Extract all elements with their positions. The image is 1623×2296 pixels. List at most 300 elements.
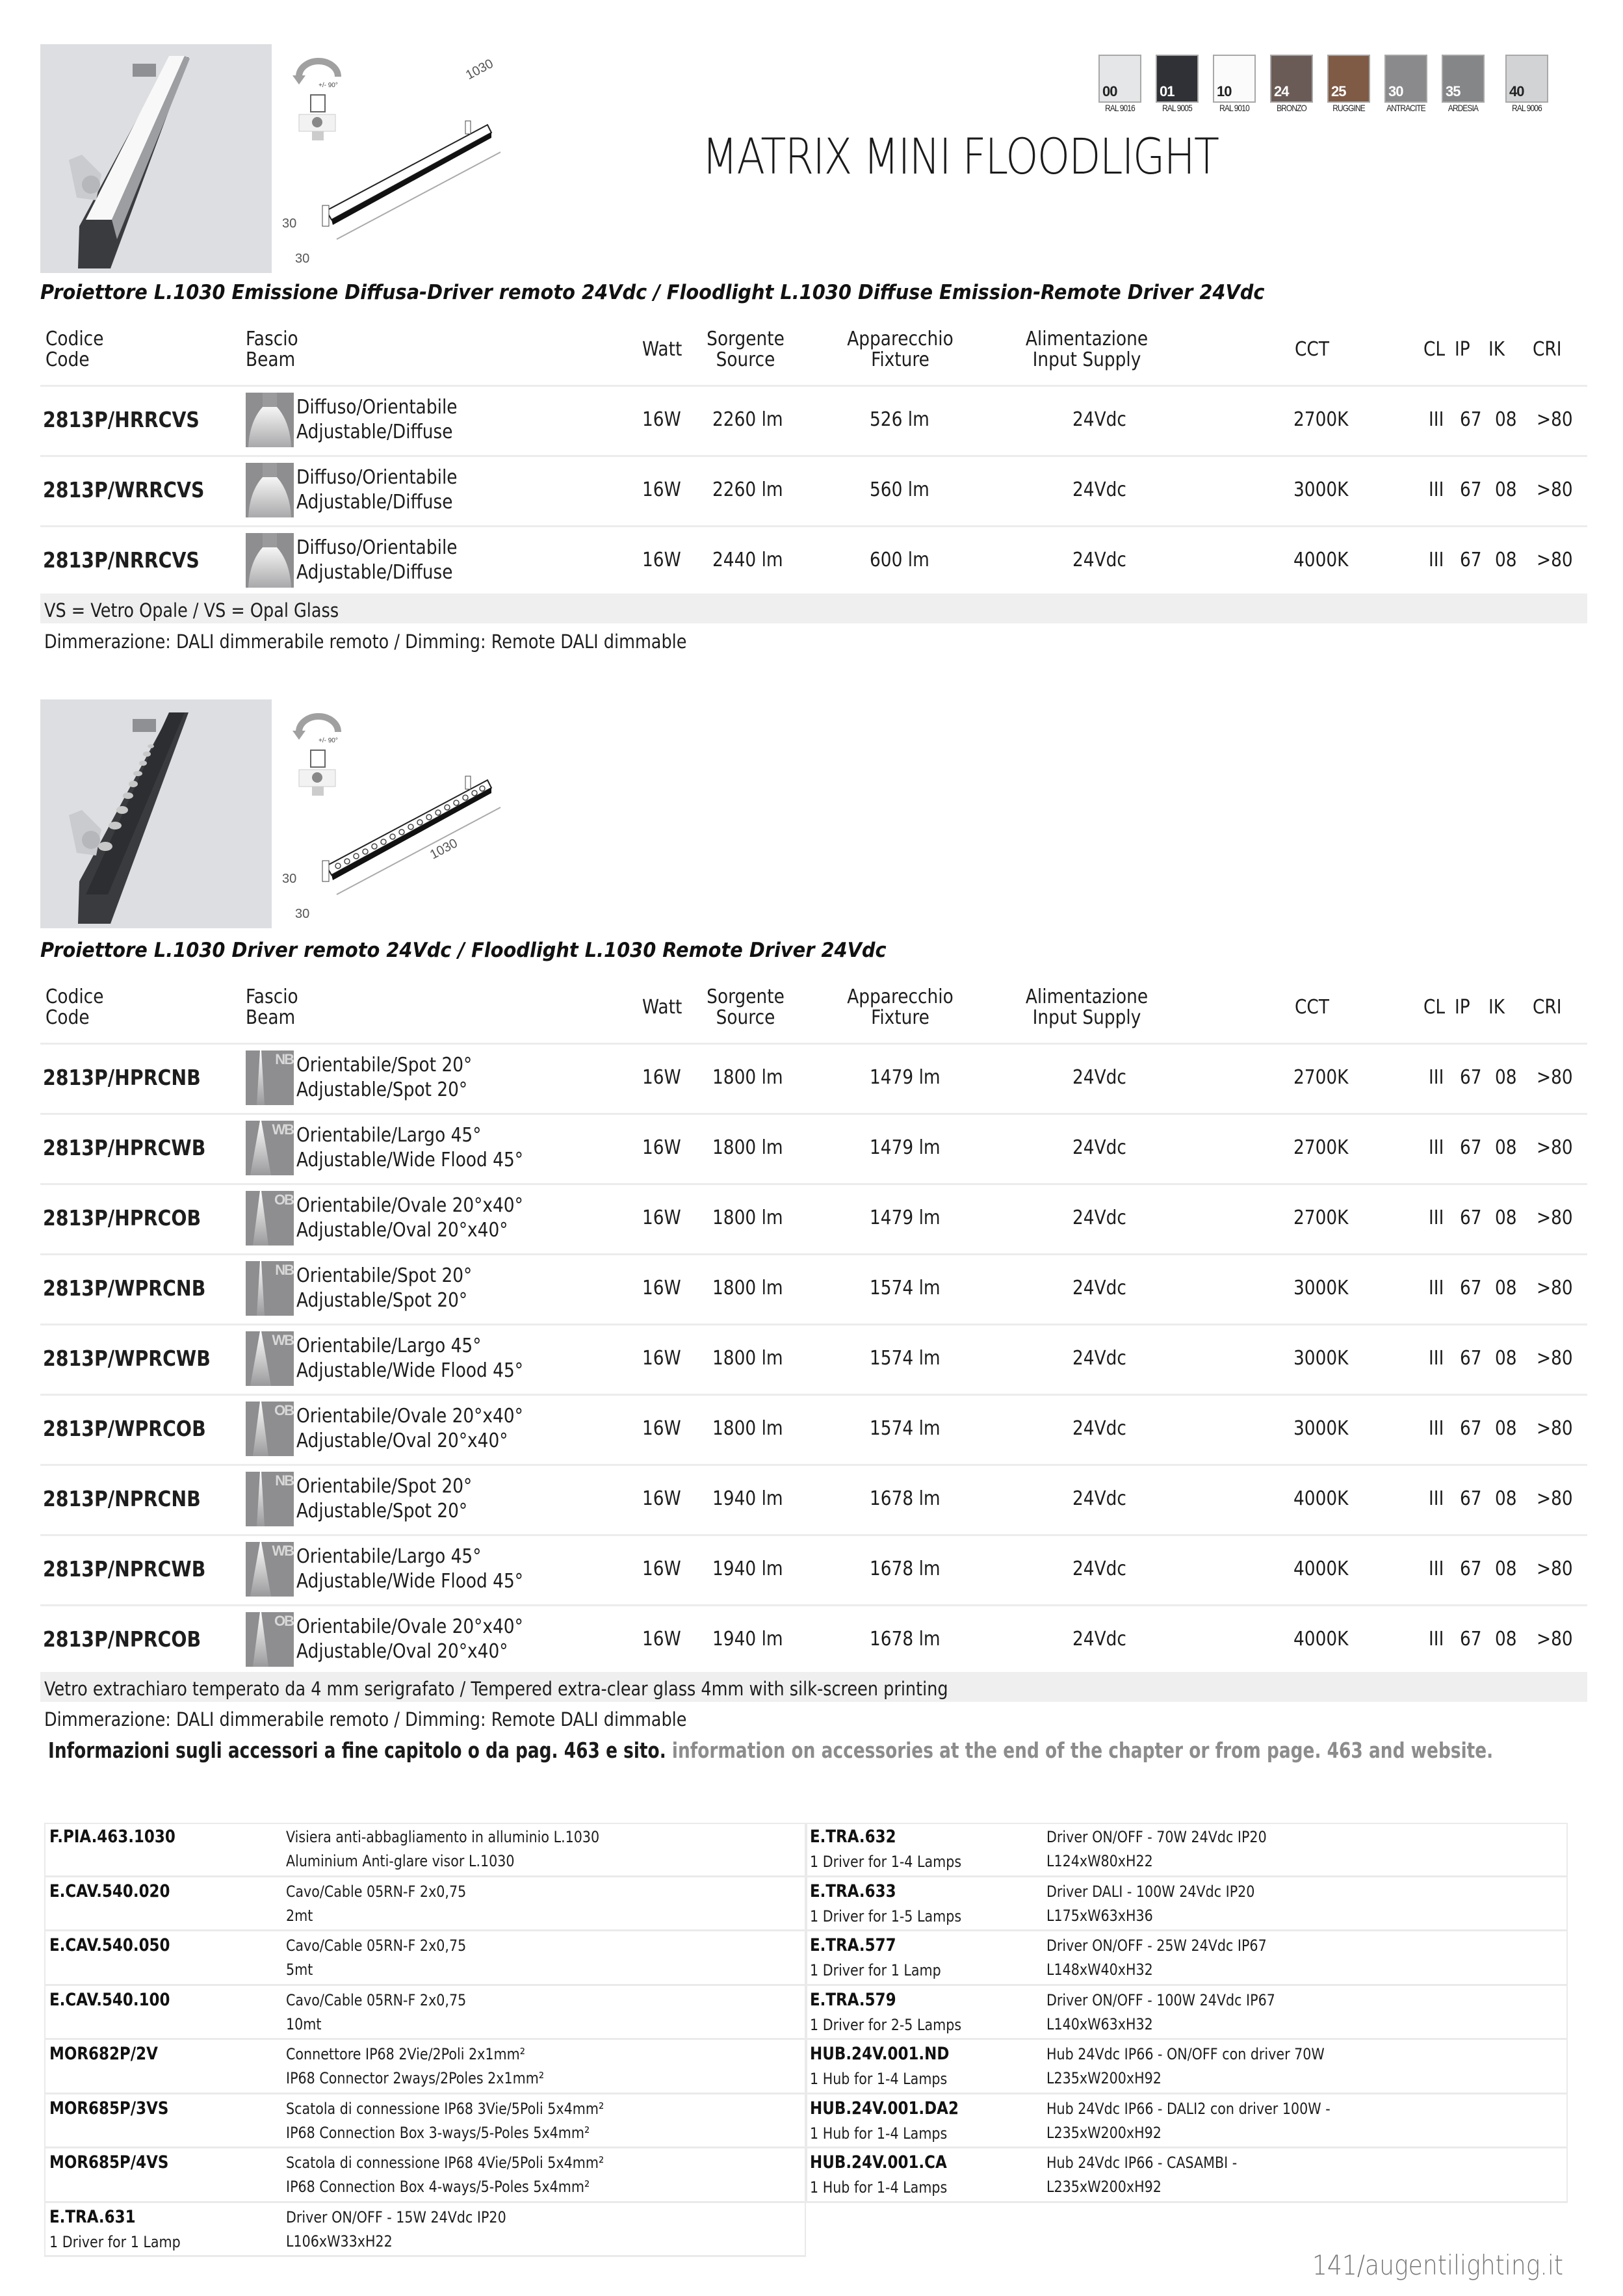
column-header-ik: IK: [1488, 996, 1505, 1019]
finish-name: RAL 9016: [1105, 103, 1135, 113]
cell-cct: 4000K: [1293, 1558, 1349, 1580]
column-header-beam: [246, 987, 298, 1028]
cell-supply: 24Vdc: [1072, 549, 1126, 571]
column-header-cri: CRI: [1533, 338, 1562, 361]
cell-source: 2440 lm: [712, 549, 783, 571]
cell-watt: 16W: [642, 1417, 681, 1440]
cell-cl: III: [1429, 1277, 1444, 1299]
cell-ik: 08: [1495, 1347, 1517, 1370]
column-header-source: [697, 987, 794, 1028]
beam-type-tag: OB: [274, 1613, 293, 1629]
finish-name: RUGGINE: [1332, 103, 1365, 113]
width-label: 30: [295, 252, 310, 266]
cell-cl: III: [1429, 1066, 1444, 1089]
finish-code: 10: [1217, 83, 1232, 99]
accessory-subtitle: 1 Driver for 1 Lamp: [49, 2232, 181, 2251]
column-header-source-it: Sorgente: [707, 328, 785, 350]
cell-code: 2813P/HPRCNB: [43, 1065, 201, 1090]
cell-supply: 24Vdc: [1072, 1136, 1126, 1159]
finish-swatch: [1270, 55, 1313, 103]
rotation-label: +/- 90°: [318, 82, 338, 89]
cell-ip: 67: [1460, 1277, 1482, 1299]
rotation-arrow-icon: [292, 61, 338, 85]
cell-cri: >80: [1537, 1136, 1573, 1159]
cell-beam: [296, 1404, 523, 1454]
column-header-supply: [1018, 987, 1155, 1028]
column-header-source-en: Source: [716, 1006, 775, 1029]
section-title-spot: Proiettore L.1030 Driver remoto 24Vdc / Floodlight L.1030 Remote Driver 24Vdc: [40, 939, 887, 962]
beam-en: Adjustable/Wide Flood 45°: [296, 1570, 523, 1593]
accessory-description: [1046, 1934, 1267, 1982]
beam-pattern-icon: [246, 463, 294, 517]
accessory-desc-line1: Cavo/Cable 05RN-F 2x0,75: [286, 1990, 467, 2009]
section-title-diffuse: Proiettore L.1030 Emissione Diffusa-Driver remoto 24Vdc / Floodlight L.1030 Diffuse Emission-Remote Driver 24Vdc: [40, 281, 1265, 304]
column-header-source-it: Sorgente: [707, 985, 785, 1008]
dimension-diagram-spot: [273, 699, 533, 928]
cell-fixture: 1479 lm: [870, 1136, 941, 1159]
accessory-desc-line1: Driver ON/OFF - 100W 24Vdc IP67: [1046, 1990, 1275, 2009]
note-glass: Vetro extrachiaro temperato da 4 mm serigrafato / Tempered extra-clear glass 4mm with silk-screen printing: [44, 1678, 948, 1700]
accessory-desc-line1: Cavo/Cable 05RN-F 2x0,75: [286, 1937, 467, 1955]
length-label: 1030: [463, 56, 496, 83]
accessory-desc-line1: Connettore IP68 2Vie/2Poli 2x1mm²: [286, 2045, 526, 2063]
product-photo-spot: [40, 699, 272, 928]
beam-pattern-icon: [246, 1191, 294, 1246]
cell-fixture: 600 lm: [870, 549, 929, 571]
finish-code: 24: [1274, 83, 1289, 99]
note-dimming: Dimmerazione: DALI dimmerabile remoto / Dimming: Remote DALI dimmable: [44, 1708, 687, 1730]
cell-code: 2813P/NPRCWB: [43, 1556, 206, 1582]
beam-pattern-icon: [246, 1121, 294, 1175]
accessory-description: [286, 1989, 466, 2037]
finish-swatch: [1098, 55, 1141, 103]
cell-cl: III: [1429, 1347, 1444, 1370]
accessory-code: E.CAV.540.020: [49, 1881, 170, 1901]
cell-cl: III: [1429, 1558, 1444, 1580]
accessory-desc-line2: L235xW200xH92: [1046, 2123, 1162, 2142]
cell-cct: 3000K: [1293, 1417, 1349, 1440]
accessory-description: [286, 1934, 466, 1982]
accessory-code: MOR685P/4VS: [49, 2152, 169, 2172]
beam-type-tag: WB: [272, 1121, 293, 1138]
beam-it: Diffuso/Orientabile: [296, 536, 458, 559]
accessory-code: MOR682P/2V: [49, 2044, 158, 2064]
finish-code: 25: [1331, 83, 1346, 99]
cell-supply: 24Vdc: [1072, 1277, 1126, 1299]
beam-it: Orientabile/Spot 20°: [296, 1264, 473, 1287]
cell-source: 1800 lm: [712, 1066, 783, 1089]
cell-source: 1940 lm: [712, 1558, 783, 1580]
cell-cri: >80: [1537, 1066, 1573, 1089]
accessory-code: HUB.24V.001.ND: [810, 2044, 950, 2064]
cell-source: 2260 lm: [712, 408, 783, 431]
beam-en: Adjustable/Spot 20°: [296, 1289, 468, 1312]
column-header-cct: CCT: [1295, 996, 1330, 1019]
cell-cl: III: [1429, 549, 1444, 571]
accessory-desc-line2: Aluminium Anti-glare visor L.1030: [286, 1852, 515, 1870]
cell-ip: 67: [1460, 1136, 1482, 1159]
cell-code: 2813P/WPRCWB: [43, 1346, 211, 1371]
accessory-desc-line1: Scatola di connessione IP68 3Vie/5Poli 5x4mm²: [286, 2099, 604, 2118]
cell-fixture: 1479 lm: [870, 1207, 941, 1229]
accessory-desc-line2: 5mt: [286, 1961, 313, 1979]
beam-en: Adjustable/Wide Flood 45°: [296, 1149, 523, 1171]
accessory-desc-line1: Driver ON/OFF - 15W 24Vdc IP20: [286, 2208, 506, 2226]
cell-supply: 24Vdc: [1072, 1066, 1126, 1089]
cell-watt: 16W: [642, 1628, 681, 1650]
column-header-supply-it: Alimentazione: [1025, 328, 1149, 350]
column-header-beam-en: Beam: [246, 1006, 296, 1029]
cell-beam: [296, 465, 458, 515]
cell-cl: III: [1429, 478, 1444, 501]
accessory-desc-line1: Scatola di connessione IP68 4Vie/5Poli 5x4mm²: [286, 2154, 604, 2172]
finish-code: 00: [1102, 83, 1117, 99]
cell-watt: 16W: [642, 1277, 681, 1299]
beam-it: Orientabile/Spot 20°: [296, 1054, 473, 1076]
accessory-desc-line1: Hub 24Vdc IP66 - ON/OFF con driver 70W: [1046, 2045, 1325, 2063]
cell-cri: >80: [1537, 1347, 1573, 1370]
finish-swatch: [1384, 55, 1427, 103]
cell-code: 2813P/HRRCVS: [43, 407, 200, 432]
finish-name: ARDESIA: [1448, 103, 1479, 113]
beam-type-tag: NB: [275, 1472, 293, 1489]
cell-cl: III: [1429, 1487, 1444, 1510]
accessory-description: [1046, 2151, 1237, 2199]
beam-en: Adjustable/Wide Flood 45°: [296, 1359, 523, 1382]
accessory-code: E.TRA.631: [49, 2206, 136, 2227]
floodlight-spot-illustration: [40, 699, 272, 928]
cell-cri: >80: [1537, 1628, 1573, 1650]
finish-code: 30: [1388, 83, 1403, 99]
accessory-code: E.TRA.633: [810, 1881, 896, 1901]
cell-source: 1800 lm: [712, 1207, 783, 1229]
cell-cct: 3000K: [1293, 1277, 1349, 1299]
cell-beam: [296, 1264, 472, 1313]
column-header-code: [45, 987, 103, 1028]
cell-cri: >80: [1537, 1487, 1573, 1510]
note-dimming: Dimmerazione: DALI dimmerabile remoto / Dimming: Remote DALI dimmable: [44, 631, 687, 653]
cell-cct: 3000K: [1293, 478, 1349, 501]
column-header-code-en: Code: [45, 348, 90, 371]
column-header-ip: IP: [1455, 996, 1470, 1019]
cell-code: 2813P/WPRCNB: [43, 1275, 206, 1301]
fixture-outline-icon: [322, 776, 500, 894]
finish-name: RAL 9005: [1162, 103, 1192, 113]
accessories-heading-it: Informazioni sugli accessori a fine capitolo o da pag. 463 e sito.: [48, 1738, 666, 1763]
cell-ip: 67: [1460, 1347, 1482, 1370]
floodlight-diffuse-illustration: [40, 44, 272, 273]
cell-source: 1800 lm: [712, 1347, 783, 1370]
finish-name: ANTRACITE: [1386, 103, 1425, 113]
finish-name: RAL 9006: [1512, 103, 1542, 113]
cell-beam: [296, 1053, 472, 1102]
cell-cl: III: [1429, 1417, 1444, 1440]
cell-fixture: 526 lm: [870, 408, 929, 431]
cell-ik: 08: [1495, 1487, 1517, 1510]
cell-ip: 67: [1460, 408, 1482, 431]
beam-en: Adjustable/Oval 20°x40°: [296, 1640, 508, 1663]
cell-ip: 67: [1460, 1628, 1482, 1650]
column-header-source-en: Source: [716, 348, 775, 371]
accessory-subtitle: 1 Driver for 2-5 Lamps: [810, 2015, 962, 2034]
column-header-fixture-it: Apparecchio: [847, 328, 954, 350]
beam-it: Orientabile/Largo 45°: [296, 1335, 482, 1357]
cell-source: 1800 lm: [712, 1136, 783, 1159]
cell-cri: >80: [1537, 478, 1573, 501]
column-header-supply-en: Input Supply: [1032, 1006, 1141, 1029]
cell-cct: 2700K: [1293, 1207, 1349, 1229]
cell-watt: 16W: [642, 1487, 681, 1510]
cell-ip: 67: [1460, 1558, 1482, 1580]
accessory-subtitle: 1 Hub for 1-4 Lamps: [810, 2070, 948, 2088]
fixture-outline-icon: [322, 121, 500, 239]
cell-source: 1940 lm: [712, 1487, 783, 1510]
beam-en: Adjustable/Diffuse: [296, 421, 453, 443]
column-header-cl: CL: [1423, 338, 1446, 361]
cell-beam: [296, 1615, 523, 1664]
product-photo-diffuse: [40, 44, 272, 273]
cell-supply: 24Vdc: [1072, 408, 1126, 431]
column-header-supply-en: Input Supply: [1032, 348, 1141, 371]
cell-source: 1800 lm: [712, 1417, 783, 1440]
beam-it: Diffuso/Orientabile: [296, 466, 458, 489]
finish-code: 01: [1160, 83, 1175, 99]
height-label: 30: [282, 216, 297, 231]
cell-ip: 67: [1460, 478, 1482, 501]
accessory-desc-line2: 2mt: [286, 1906, 313, 1925]
accessory-code: MOR685P/3VS: [49, 2098, 169, 2119]
finish-code: 40: [1509, 83, 1524, 99]
page-footer: 141/augentilighting.it: [1312, 2249, 1563, 2281]
column-header-code-it: Codice: [45, 985, 104, 1008]
length-label: 1030: [428, 836, 460, 863]
beam-type-tag: WB: [272, 1332, 293, 1348]
cell-cct: 2700K: [1293, 408, 1349, 431]
accessory-code: HUB.24V.001.DA2: [810, 2098, 959, 2119]
dimension-diagram-diffuse: [273, 44, 533, 273]
finish-swatch: [1505, 55, 1548, 103]
beam-type-tag: NB: [275, 1262, 293, 1278]
finish-name: RAL 9010: [1219, 103, 1249, 113]
column-header-beam-it: Fascio: [246, 328, 298, 350]
beam-it: Orientabile/Ovale 20°x40°: [296, 1615, 523, 1638]
accessory-desc-line1: Driver DALI - 100W 24Vdc IP20: [1046, 1882, 1255, 1901]
column-header-source: [697, 329, 794, 371]
beam-type-tag: OB: [274, 1192, 293, 1208]
accessory-desc-line1: Cavo/Cable 05RN-F 2x0,75: [286, 1882, 467, 1901]
note-glass: VS = Vetro Opale / VS = Opal Glass: [44, 599, 339, 621]
column-header-fixture-en: Fixture: [871, 348, 929, 371]
cell-ip: 67: [1460, 1066, 1482, 1089]
cell-beam: [296, 1474, 472, 1524]
cell-code: 2813P/HPRCOB: [43, 1205, 201, 1231]
cell-ik: 08: [1495, 549, 1517, 571]
cell-watt: 16W: [642, 549, 681, 571]
beam-pattern-icon: [246, 1331, 294, 1386]
cell-ip: 67: [1460, 1487, 1482, 1510]
accessory-description: [286, 1880, 466, 1928]
cell-cri: >80: [1537, 549, 1573, 571]
cell-cct: 2700K: [1293, 1066, 1349, 1089]
accessory-code: E.TRA.579: [810, 1989, 896, 2010]
cell-fixture: 1574 lm: [870, 1277, 941, 1299]
cell-code: 2813P/WPRCOB: [43, 1416, 206, 1441]
cell-cct: 4000K: [1293, 1487, 1349, 1510]
finish-code: 35: [1446, 83, 1461, 99]
accessory-description: [1046, 1825, 1267, 1873]
cell-supply: 24Vdc: [1072, 1487, 1126, 1510]
cell-beam: [296, 1334, 523, 1383]
column-header-fixture-en: Fixture: [871, 1006, 929, 1029]
cell-source: 1800 lm: [712, 1277, 783, 1299]
beam-it: Orientabile/Largo 45°: [296, 1545, 482, 1568]
cell-beam: [296, 536, 458, 585]
cell-fixture: 1479 lm: [870, 1066, 941, 1089]
beam-en: Adjustable/Oval 20°x40°: [296, 1429, 508, 1452]
rotation-label: +/- 90°: [318, 737, 338, 744]
column-header-supply: [1018, 329, 1155, 371]
cell-fixture: 1574 lm: [870, 1417, 941, 1440]
cell-ik: 08: [1495, 1066, 1517, 1089]
cell-ik: 08: [1495, 1207, 1517, 1229]
column-header-ik: IK: [1488, 338, 1505, 361]
cell-fixture: 1574 lm: [870, 1347, 941, 1370]
accessory-code: E.TRA.577: [810, 1935, 896, 1955]
cell-source: 1940 lm: [712, 1628, 783, 1650]
bracket-detail-icon: [299, 95, 335, 140]
beam-type-tag: WB: [272, 1543, 293, 1559]
accessory-desc-line2: IP68 Connection Box 4-ways/5-Poles 5x4mm²: [286, 2178, 590, 2196]
cell-ip: 67: [1460, 1207, 1482, 1229]
cell-ik: 08: [1495, 1417, 1517, 1440]
cell-watt: 16W: [642, 1066, 681, 1089]
cell-cct: 3000K: [1293, 1347, 1349, 1370]
column-header-beam: [246, 329, 298, 371]
accessory-desc-line2: L106xW33xH22: [286, 2232, 393, 2250]
accessory-desc-line1: Visiera anti-abbagliamento in alluminio L.1030: [286, 1828, 600, 1846]
finish-name: BRONZO: [1277, 103, 1306, 113]
beam-pattern-icon: [246, 1050, 294, 1105]
accessory-description: [1046, 1989, 1275, 2037]
column-header-cri: CRI: [1533, 996, 1562, 1019]
cell-supply: 24Vdc: [1072, 1628, 1126, 1650]
column-header-code-en: Code: [45, 1006, 90, 1029]
accessory-desc-line2: L140xW63xH32: [1046, 2015, 1153, 2033]
beam-it: Orientabile/Spot 20°: [296, 1475, 473, 1498]
cell-supply: 24Vdc: [1072, 1207, 1126, 1229]
accessory-subtitle: 1 Driver for 1-4 Lamps: [810, 1853, 962, 1871]
beam-it: Orientabile/Ovale 20°x40°: [296, 1194, 523, 1217]
accessory-description: [1046, 1880, 1254, 1928]
accessory-desc-line1: Hub 24Vdc IP66 - DALI2 con driver 100W -: [1046, 2099, 1331, 2118]
column-header-fixture-it: Apparecchio: [847, 985, 954, 1008]
cell-watt: 16W: [642, 1136, 681, 1159]
accessory-desc-line2: L124xW80xH22: [1046, 1852, 1153, 1870]
column-header-watt: Watt: [642, 338, 682, 361]
accessory-desc-line1: Driver ON/OFF - 70W 24Vdc IP20: [1046, 1828, 1267, 1846]
cell-beam: [296, 395, 458, 445]
cell-cl: III: [1429, 1136, 1444, 1159]
bracket-detail-icon: [299, 750, 335, 796]
rotation-arrow-icon: [292, 716, 338, 740]
column-header-fixture: [840, 329, 961, 371]
cell-ip: 67: [1460, 549, 1482, 571]
beam-pattern-icon: [246, 393, 294, 447]
cell-watt: 16W: [642, 1347, 681, 1370]
beam-en: Adjustable/Spot 20°: [296, 1078, 468, 1101]
cell-ik: 08: [1495, 408, 1517, 431]
cell-cct: 4000K: [1293, 1628, 1349, 1650]
cell-supply: 24Vdc: [1072, 1417, 1126, 1440]
accessory-description: [286, 2206, 506, 2254]
beam-it: Orientabile/Ovale 20°x40°: [296, 1405, 523, 1428]
cell-source: 2260 lm: [712, 478, 783, 501]
accessories-heading: [48, 1738, 1493, 1763]
beam-en: Adjustable/Diffuse: [296, 491, 453, 514]
cell-cri: >80: [1537, 1417, 1573, 1440]
accessory-code: E.CAV.540.050: [49, 1935, 170, 1955]
accessory-desc-line1: Driver ON/OFF - 25W 24Vdc IP67: [1046, 1937, 1267, 1955]
column-header-fixture: [840, 987, 961, 1028]
accessory-desc-line2: IP68 Connector 2ways/2Poles 2x1mm²: [286, 2069, 545, 2087]
accessory-desc-line2: L148xW40xH32: [1046, 1961, 1153, 1979]
accessory-subtitle: 1 Hub for 1-4 Lamps: [810, 2178, 948, 2197]
cell-beam: [296, 1123, 523, 1173]
beam-en: Adjustable/Diffuse: [296, 561, 453, 584]
accessory-desc-line2: L235xW200xH92: [1046, 2178, 1162, 2196]
accessory-code: F.PIA.463.1030: [49, 1827, 175, 1847]
accessory-code: E.TRA.632: [810, 1827, 896, 1847]
finish-swatch: [1327, 55, 1370, 103]
height-label: 30: [282, 872, 297, 886]
beam-it: Orientabile/Largo 45°: [296, 1124, 482, 1147]
accessories-heading-en: information on accessories at the end of the chapter or from page. 463 and website.: [671, 1738, 1494, 1763]
cell-fixture: 560 lm: [870, 478, 929, 501]
cell-fixture: 1678 lm: [870, 1558, 941, 1580]
beam-pattern-icon: [246, 1402, 294, 1456]
cell-cct: 2700K: [1293, 1136, 1349, 1159]
cell-watt: 16W: [642, 1558, 681, 1580]
column-header-watt: Watt: [642, 996, 682, 1019]
column-header-ip: IP: [1455, 338, 1470, 361]
column-header-cct: CCT: [1295, 338, 1330, 361]
accessory-code: E.CAV.540.100: [49, 1989, 170, 2010]
beam-it: Diffuso/Orientabile: [296, 396, 458, 419]
beam-pattern-icon: [246, 1612, 294, 1667]
cell-cri: >80: [1537, 1207, 1573, 1229]
accessory-subtitle: 1 Driver for 1 Lamp: [810, 1961, 941, 1979]
accessory-description: [286, 2042, 544, 2091]
beam-pattern-icon: [246, 1472, 294, 1526]
cell-watt: 16W: [642, 408, 681, 431]
cell-beam: [296, 1194, 523, 1243]
accessory-desc-line2: L175xW63xH36: [1046, 1906, 1153, 1925]
cell-supply: 24Vdc: [1072, 478, 1126, 501]
cell-cl: III: [1429, 1207, 1444, 1229]
cell-ik: 08: [1495, 1277, 1517, 1299]
beam-en: Adjustable/Spot 20°: [296, 1500, 468, 1522]
cell-ik: 08: [1495, 1628, 1517, 1650]
column-header-supply-it: Alimentazione: [1025, 985, 1149, 1008]
accessory-desc-line1: Hub 24Vdc IP66 - CASAMBI -: [1046, 2154, 1238, 2172]
column-header-code-it: Codice: [45, 328, 104, 350]
cell-fixture: 1678 lm: [870, 1487, 941, 1510]
accessory-description: [286, 2151, 604, 2199]
finish-swatch: [1156, 55, 1199, 103]
cell-supply: 24Vdc: [1072, 1558, 1126, 1580]
cell-supply: 24Vdc: [1072, 1347, 1126, 1370]
beam-pattern-icon: [246, 1261, 294, 1316]
